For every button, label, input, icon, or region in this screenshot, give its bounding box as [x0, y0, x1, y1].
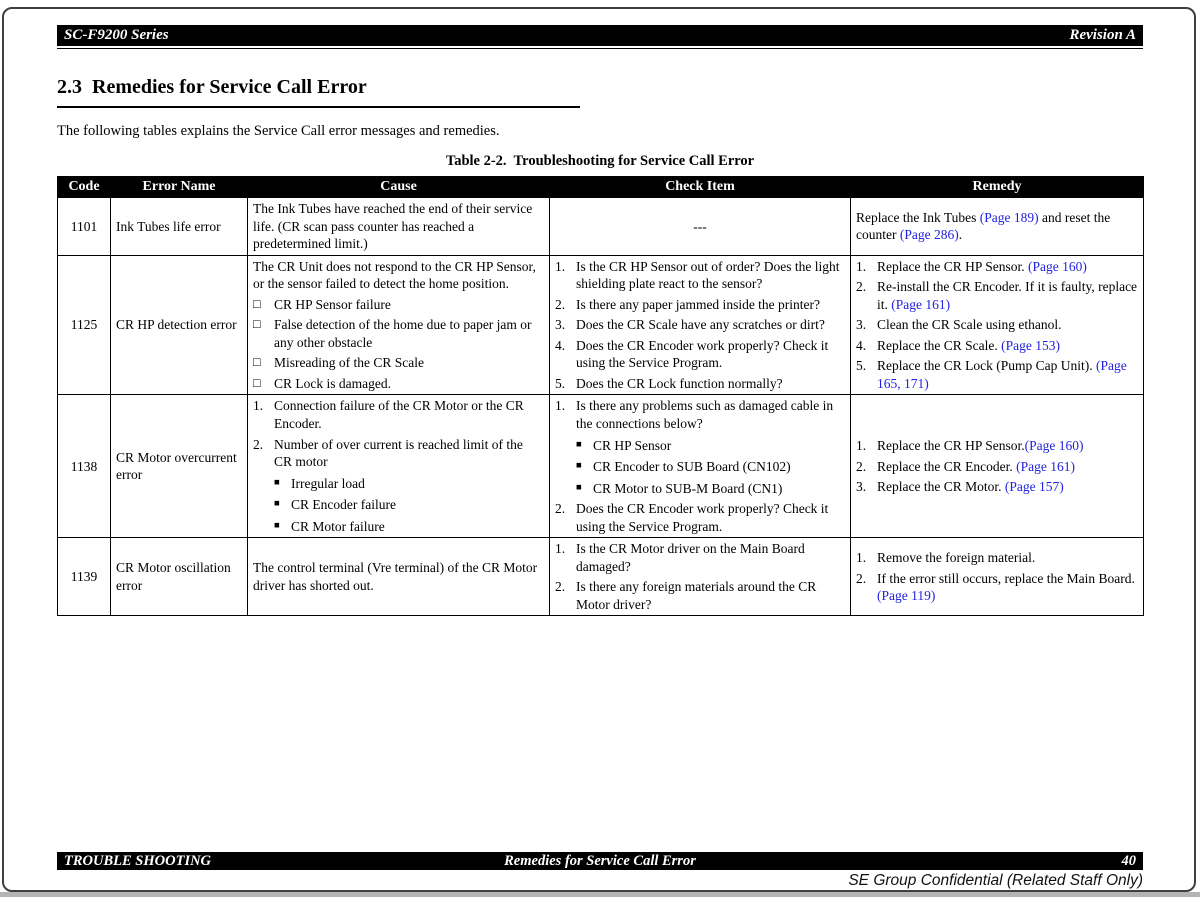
page-link[interactable]: (Page 165, 171) — [877, 358, 1127, 391]
list-item-text — [877, 337, 1138, 355]
list-item-text — [274, 316, 544, 351]
cell-remedy — [851, 395, 1144, 538]
page-link[interactable]: (Page 286) — [899, 227, 959, 243]
list-item-text — [877, 549, 1138, 567]
square-bullet-icon: ■ — [576, 461, 582, 472]
list-item-text — [576, 296, 845, 314]
bottom-strip — [0, 892, 1200, 897]
text-run: Is the CR Motor driver on the Main Board damaged? — [576, 541, 805, 574]
list-item-text — [576, 500, 845, 535]
text-run: CR HP Sensor — [593, 437, 672, 453]
page-link[interactable]: (Page 160) — [1024, 438, 1084, 454]
table-row — [58, 538, 1144, 616]
text-run: Replace the CR Motor. — [877, 479, 1005, 495]
list-item-text — [274, 436, 544, 471]
list-number: 2. — [555, 579, 566, 595]
list-number: 1. — [555, 541, 566, 557]
text-run: Replace the CR Lock (Pump Cap Unit). — [877, 358, 1096, 374]
list-item-text — [576, 578, 845, 613]
text-run: Is the CR HP Sensor out of order? Does the light shielding plate react to the sensor? — [576, 258, 840, 292]
text-run: CR Encoder to SUB Board (CN102) — [593, 459, 791, 475]
text-run: Replace the CR HP Sensor. — [877, 258, 1028, 274]
cell-error-name: CR Motor overcurrent error — [111, 395, 248, 538]
text-run: False detection of the home due to paper jam or any other obstacle — [274, 317, 532, 350]
text-run: The Ink Tubes have reached the end of their service life. (CR scan pass counter has reached a predetermined limit.) — [253, 201, 533, 252]
list-number: 1. — [253, 398, 264, 414]
list-item-text — [576, 397, 845, 432]
header-revision-label: Revision A — [1069, 27, 1136, 43]
column-header-code: Code — [58, 177, 111, 198]
cell-check-item — [550, 395, 851, 538]
table-row — [58, 395, 1144, 538]
page-link[interactable]: (Page 160) — [1028, 258, 1087, 274]
list-item-text — [877, 570, 1138, 605]
list-item-text — [877, 437, 1138, 455]
list-number: 2. — [856, 458, 867, 474]
column-header-cause: Cause — [248, 177, 550, 198]
cell-remedy — [851, 255, 1144, 395]
page-link[interactable]: (Page 161) — [891, 296, 951, 312]
list-item-text — [576, 540, 845, 575]
list-number: 3. — [856, 317, 867, 333]
text-run: CR Motor to SUB-M Board (CN1) — [593, 480, 783, 496]
text-run: Is there any problems such as damaged cable in the connections below? — [576, 398, 834, 432]
list-item-text — [274, 397, 544, 432]
cell-check-item — [550, 538, 851, 616]
column-header-remedy: Remedy — [851, 177, 1144, 198]
text-run: --- — [693, 218, 707, 234]
footer-bar — [57, 852, 1143, 870]
square-bullet-icon: ■ — [274, 499, 280, 510]
table-row — [58, 255, 1144, 395]
column-header-error-name: Error Name — [111, 177, 248, 198]
text-run: Does the CR Scale have any scratches or dirt? — [576, 317, 825, 333]
page-link[interactable]: (Page 157) — [1004, 479, 1064, 495]
text-run: Irregular load — [291, 475, 365, 491]
text-run: Does the CR Encoder work properly? Check it using the Service Program. — [576, 337, 829, 371]
footer-section-label: TROUBLE SHOOTING — [64, 852, 212, 869]
list-item-text — [274, 296, 544, 314]
list-number: 1. — [555, 398, 566, 414]
troubleshooting-table-wrap — [57, 176, 1143, 616]
text-run: Replace the CR Scale. — [877, 337, 1002, 353]
text-run: Remove the foreign material. — [877, 550, 1036, 566]
list-number: 3. — [856, 479, 867, 495]
text-run: Clean the CR Scale using ethanol. — [877, 317, 1062, 333]
page-link[interactable]: (Page 189) — [979, 209, 1039, 225]
list-item-text — [576, 337, 845, 372]
text-run: . — [958, 227, 963, 243]
checkbox-bullet-icon: □ — [253, 375, 261, 390]
header-bar — [57, 25, 1143, 46]
column-header-check-item: Check Item — [550, 177, 851, 198]
list-item-text — [877, 357, 1138, 392]
text-run: CR HP Sensor failure — [274, 296, 391, 312]
list-number: 5. — [555, 375, 566, 391]
page-link[interactable]: (Page 119) — [877, 588, 936, 604]
list-item-text — [274, 354, 544, 372]
text-run: Does the CR Lock function normally? — [576, 375, 783, 391]
list-item-text — [877, 458, 1138, 476]
footer-subsection-label: Remedies for Service Call Error — [504, 852, 696, 869]
list-number: 2. — [856, 279, 867, 295]
text-run: The CR Unit does not respond to the CR HP Sensor, or the sensor failed to detect the home position. — [253, 258, 536, 292]
list-item-text — [291, 496, 544, 514]
checkbox-bullet-icon: □ — [253, 317, 261, 332]
cell-cause — [248, 255, 550, 395]
text-run: Does the CR Encoder work properly? Check it using the Service Program. — [576, 501, 829, 534]
section-title: 2.3 Remedies for Service Call Error — [57, 76, 580, 108]
intro-text: The following tables explains the Service Call error messages and remedies. — [57, 123, 500, 139]
text-run: Misreading of the CR Scale — [274, 355, 424, 371]
list-number: 2. — [555, 501, 566, 517]
cell-cause — [248, 198, 550, 256]
table-caption: Table 2-2. Troubleshooting for Service Call Error — [445, 153, 755, 169]
cell-code: 1139 — [58, 538, 111, 616]
list-item-text — [877, 258, 1138, 276]
list-item-text — [576, 316, 845, 334]
cell-remedy — [851, 198, 1144, 256]
list-number: 4. — [555, 337, 566, 353]
square-bullet-icon: ■ — [576, 439, 582, 450]
list-item-text — [593, 437, 845, 455]
list-number: 3. — [555, 317, 566, 333]
checkbox-bullet-icon: □ — [253, 355, 261, 370]
checkbox-bullet-icon: □ — [253, 296, 261, 311]
cell-error-name: Ink Tubes life error — [111, 198, 248, 256]
square-bullet-icon: ■ — [576, 482, 582, 493]
square-bullet-icon: ■ — [274, 520, 280, 531]
cell-cause — [248, 538, 550, 616]
text-run: Re-install the CR Encoder. If it is faulty, replace it. — [877, 279, 1138, 312]
cell-error-name: CR Motor oscillation error — [111, 538, 248, 616]
cell-code: 1101 — [58, 198, 111, 256]
text-run: Number of over current is reached limit of the CR motor — [274, 436, 523, 470]
text-run: CR Motor failure — [291, 518, 385, 534]
list-item-text — [877, 478, 1138, 496]
error-table-body — [58, 198, 1144, 616]
page-link[interactable]: (Page 161) — [1016, 458, 1075, 474]
cell-code: 1138 — [58, 395, 111, 538]
square-bullet-icon: ■ — [274, 477, 280, 488]
text-run: Connection failure of the CR Motor or the CR Encoder. — [274, 398, 524, 432]
list-number: 1. — [856, 550, 867, 566]
cell-check-item — [550, 198, 851, 256]
text-run: Replace the CR Encoder. — [877, 458, 1017, 474]
list-number: 2. — [253, 436, 264, 452]
text-run: Is there any paper jammed inside the printer? — [576, 296, 821, 312]
header-series-label: SC-F9200 Series — [64, 27, 169, 43]
list-item-text — [593, 458, 845, 476]
text-run: Replace the Ink Tubes — [856, 209, 980, 225]
cell-remedy — [851, 538, 1144, 616]
list-item-text — [576, 375, 845, 393]
list-number: 1. — [555, 258, 566, 274]
list-item-text — [877, 278, 1138, 313]
table-row — [58, 198, 1144, 256]
troubleshooting-table — [57, 176, 1144, 616]
cell-error-name: CR HP detection error — [111, 255, 248, 395]
text-run: Replace the CR HP Sensor. — [877, 438, 1025, 454]
list-number: 1. — [856, 258, 867, 274]
text-run: If the error still occurs, replace the Main Board. — [877, 570, 1135, 586]
cell-cause — [248, 395, 550, 538]
text-run: CR Lock is damaged. — [274, 375, 391, 391]
cell-check-item — [550, 255, 851, 395]
list-number: 2. — [856, 570, 867, 586]
text-run: The control terminal (Vre terminal) of the CR Motor driver has shorted out. — [253, 560, 538, 593]
text-run: Is there any foreign materials around the CR Motor driver? — [576, 579, 817, 612]
table-header-row — [58, 177, 1144, 198]
list-number: 4. — [856, 337, 867, 353]
list-item-text — [291, 475, 544, 493]
header-underline — [57, 48, 1143, 49]
list-item-text — [291, 518, 544, 536]
cell-code: 1125 — [58, 255, 111, 395]
list-item-text — [274, 375, 544, 393]
list-item-text — [877, 316, 1138, 334]
text-run: CR Encoder failure — [291, 497, 396, 513]
list-number: 2. — [555, 296, 566, 312]
list-item-text — [576, 258, 845, 293]
text-run: and reset the counter — [856, 209, 1111, 243]
confidential-notice: SE Group Confidential (Related Staff Only) — [848, 872, 1143, 889]
page-link[interactable]: (Page 153) — [1001, 337, 1060, 353]
list-number: 1. — [856, 438, 867, 454]
footer-page-number: 40 — [1121, 852, 1136, 869]
list-item-text — [593, 480, 845, 498]
list-number: 5. — [856, 358, 867, 374]
